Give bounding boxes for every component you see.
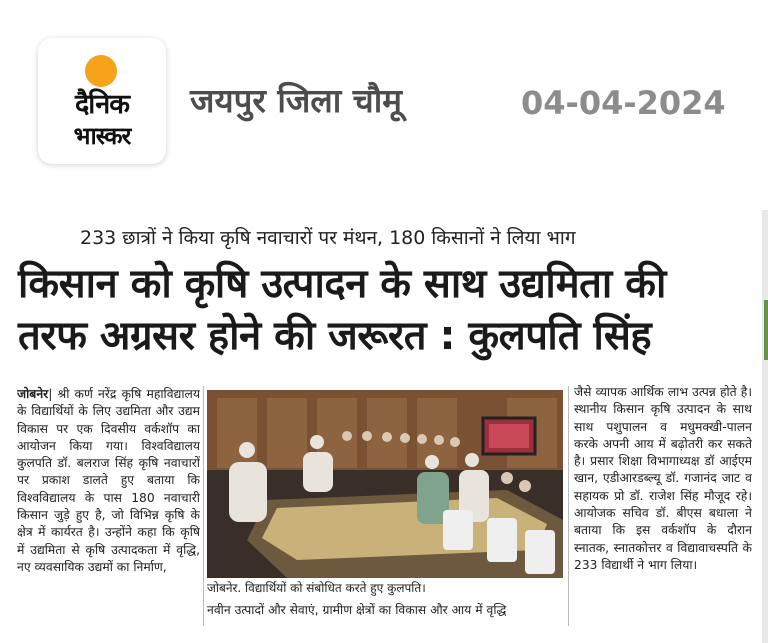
sun-icon <box>85 55 117 87</box>
edition-title: जयपुर जिला चौमू <box>190 81 403 120</box>
dateline: जोबनेर <box>17 387 49 401</box>
article-body-right-column <box>574 384 752 629</box>
article-kicker: 233 छात्रों ने किया कृषि नवाचारों पर मंथन, 180 किसानों ने लिया भाग <box>80 227 576 249</box>
newspaper-logo <box>38 38 166 164</box>
column-divider-right <box>568 386 569 626</box>
logo-text-line2: भास्कर <box>73 122 131 150</box>
headline-line-2: तरफ अग्रसर होने की जरूरत : कुलपति सिंह <box>18 313 652 359</box>
photo-caption: जोबनेर. विद्यार्थियों को संबोधित करते हुए कुलपति। <box>207 581 426 595</box>
adjacent-clipping-edge <box>762 210 768 643</box>
logo-text-line1: दैनिक <box>74 89 130 120</box>
headline-line-1: किसान को कृषि उत्पादन के साथ उद्यमिता की <box>18 261 666 307</box>
left-column-text: श्री कर्ण नरेंद्र कृषि महाविद्यालय के विद्यार्थियों के लिए उद्यमिता और उद्यम विकास पर एक दिवसीय वर्कशॉप का आयोजन किया गया। विश्वविद्यालय कुलपति डॉ. बलराज सिंह कृषि नवाचारों पर प्रकाश डालते हुए बताया कि विश्वविद्यालय के पास 180 नवाचारी किसान जुड़े हुए है, जो विभिन्न कृषि के क्षेत्र में कार्यरत है। उन्होंने कहा कि कृषि में उद्यमिता से कृषि उत्पादकता में वृद्धि, नए व्यवसायिक उद्यमों का निर्माण, <box>17 387 200 574</box>
right-column-text: जैसे व्यापक आर्थिक लाभ उत्पन्न होते है। स्थानीय किसान कृषि उत्पादन के साथ साथ पशुपालन व मधुमक्खी-पालन करके अपनी आय में बढ़ोतरी कर सकते है। प्रसार शिक्षा विभागाध्यक्ष डॉ आईएम खान, एडीआरडब्ल्यू डॉ. गजानंद जाट व सहायक प्रो डॉ. राजेश सिंह मौजूद रहे। आयोजक सचिव डॉ. बीएस बधाला ने बताया कि इस वर्कशॉप के दौरान स्नातक, स्नातकोत्तर व विद्यावाचस्पति के 233 विद्यार्थी ने भाग लिया। <box>574 385 752 572</box>
article-photo <box>207 390 563 578</box>
column-divider-left <box>203 386 204 626</box>
edition-date: 04-04-2024 <box>521 84 726 122</box>
article-headline <box>18 258 758 362</box>
meeting-photo-illustration <box>207 390 563 578</box>
article-body-continuation: नवीन उत्पादों और सेवाएं, ग्रामीण क्षेत्रों का विकास और आय में वृद्धि <box>207 603 507 617</box>
article-body-left-column: जोबनेर| श्री कर्ण नरेंद्र कृषि महाविद्यालय के विद्यार्थियों के लिए उद्यमिता और उद्यम विकास पर एक दिवसीय वर्कशॉप का आयोजन किया गया। विश्वविद्यालय कुलपति डॉ. बलराज सिंह कृषि नवाचारों पर प्रकाश डालते हुए बताया कि विश्वविद्यालय के पास 180 नवाचारी किसान जुड़े हुए है, जो विभिन्न कृषि के क्षेत्र में कार्यरत है। उन्होंने कहा कि कृषि में उद्यमिता से कृषि उत्पादकता में वृद्धि, नए व्यवसायिक उद्यमों का निर्माण, <box>17 387 200 574</box>
adjacent-clipping-photo <box>764 300 768 360</box>
